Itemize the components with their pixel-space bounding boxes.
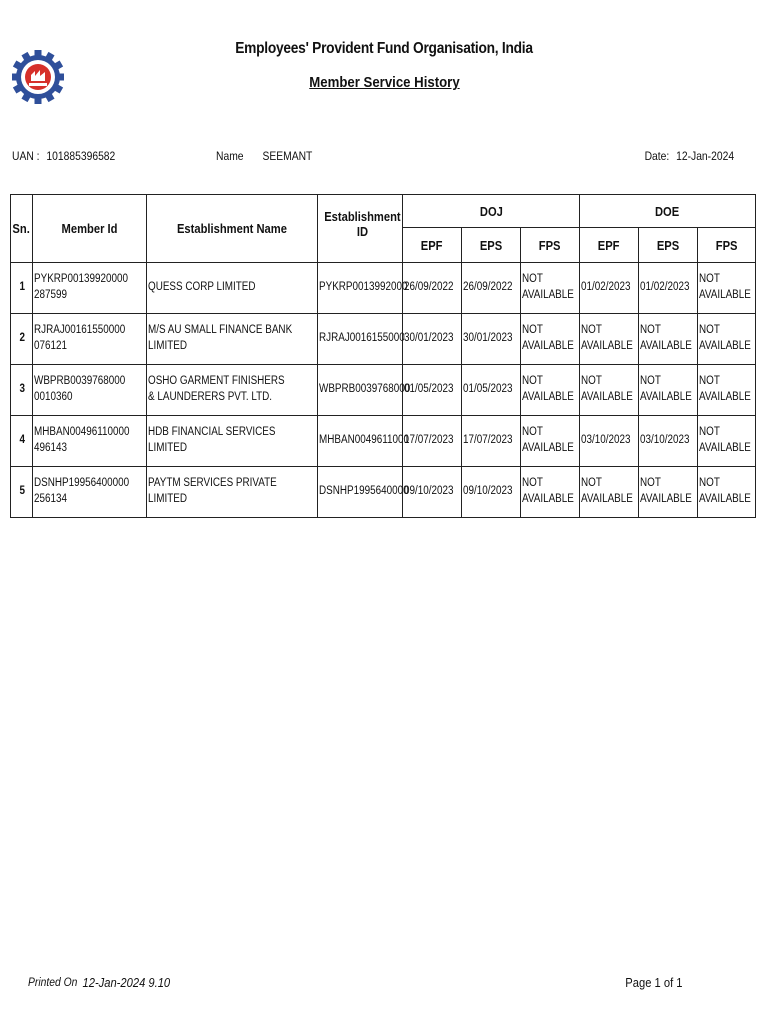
- cell-doe-fps: NOT AVAILABLE: [698, 467, 756, 518]
- cell-establishment-name: HDB FINANCIAL SERVICES LIMITED: [147, 416, 318, 467]
- cell-sn: 1: [11, 263, 33, 314]
- table-row: [11, 314, 756, 365]
- cell-doj-eps: 09/10/2023: [462, 467, 521, 518]
- cell-doj-eps: 17/07/2023: [462, 416, 521, 467]
- col-header-member-id: Member Id: [33, 195, 147, 263]
- cell-doe-eps: 01/02/2023: [639, 263, 698, 314]
- col-header-establishment-name: Establishment Name: [147, 195, 318, 263]
- cell-establishment-name: OSHO GARMENT FINISHERS & LAUNDERERS PVT. LTD.: [147, 365, 318, 416]
- cell-doj-fps: NOT AVAILABLE: [521, 263, 580, 314]
- cell-doe-fps: NOT AVAILABLE: [698, 416, 756, 467]
- cell-doj-epf: 30/01/2023: [403, 314, 462, 365]
- cell-doe-fps: NOT AVAILABLE: [698, 314, 756, 365]
- cell-establishment-id: MHBAN0049611000: [318, 416, 403, 467]
- cell-doj-epf: 17/07/2023: [403, 416, 462, 467]
- cell-doj-fps: NOT AVAILABLE: [521, 365, 580, 416]
- cell-establishment-id: WBPRB0039768000: [318, 365, 403, 416]
- col-header-doj: DOJ: [403, 195, 580, 228]
- table-row: [11, 416, 756, 467]
- col-header-establishment-id: Establishment ID: [318, 195, 403, 263]
- cell-establishment-id: DSNHP1995640000: [318, 467, 403, 518]
- date-value: 12-Jan-2024: [676, 149, 734, 163]
- cell-member-id: PYKRP00139920000287599: [33, 263, 147, 314]
- cell-doe-eps: NOT AVAILABLE: [639, 467, 698, 518]
- uan-value: 101885396582: [46, 149, 116, 163]
- col-header-doj-fps: FPS: [521, 228, 580, 263]
- cell-doe-epf: NOT AVAILABLE: [580, 365, 639, 416]
- col-header-doj-epf: EPF: [403, 228, 462, 263]
- cell-doe-eps: NOT AVAILABLE: [639, 314, 698, 365]
- cell-doj-fps: NOT AVAILABLE: [521, 314, 580, 365]
- cell-member-id: DSNHP19956400000256134: [33, 467, 147, 518]
- cell-establishment-name: M/S AU SMALL FINANCE BANK LIMITED: [147, 314, 318, 365]
- cell-doe-epf: NOT AVAILABLE: [580, 467, 639, 518]
- name-label: Name: [216, 149, 244, 163]
- col-header-doj-eps: EPS: [462, 228, 521, 263]
- printed-on: [28, 975, 170, 990]
- cell-doe-fps: NOT AVAILABLE: [698, 263, 756, 314]
- page-title: Employees' Provident Fund Organisation, India: [235, 40, 533, 57]
- cell-member-id: WBPRB00397680000010360: [33, 365, 147, 416]
- printed-label: Printed On: [28, 975, 78, 989]
- cell-doj-epf: 26/09/2022: [403, 263, 462, 314]
- cell-establishment-id: PYKRP0013992000: [318, 263, 403, 314]
- cell-doj-fps: NOT AVAILABLE: [521, 416, 580, 467]
- report-date-info: [644, 149, 734, 163]
- uan-label: UAN :: [12, 149, 40, 163]
- cell-doe-epf: 01/02/2023: [580, 263, 639, 314]
- uan-info: [12, 149, 115, 163]
- cell-doj-epf: 01/05/2023: [403, 365, 462, 416]
- page-subtitle: Member Service History: [308, 74, 460, 91]
- col-header-sn: Sn.: [11, 195, 33, 263]
- name-value: SEEMANT: [262, 149, 313, 163]
- cell-sn: 3: [11, 365, 33, 416]
- col-header-doe: DOE: [580, 195, 756, 228]
- cell-doe-eps: NOT AVAILABLE: [639, 365, 698, 416]
- col-header-doe-eps: EPS: [639, 228, 698, 263]
- cell-sn: 5: [11, 467, 33, 518]
- printed-value: 12-Jan-2024 9.10: [82, 975, 171, 990]
- col-header-doe-fps: FPS: [698, 228, 756, 263]
- cell-doj-epf: 09/10/2023: [403, 467, 462, 518]
- table-row: [11, 263, 756, 314]
- date-label: Date:: [644, 149, 670, 163]
- cell-doj-eps: 30/01/2023: [462, 314, 521, 365]
- cell-member-id: MHBAN00496110000496143: [33, 416, 147, 467]
- cell-sn: 2: [11, 314, 33, 365]
- cell-establishment-id: RJRAJ0016155000: [318, 314, 403, 365]
- cell-doe-eps: 03/10/2023: [639, 416, 698, 467]
- cell-doe-fps: NOT AVAILABLE: [698, 365, 756, 416]
- table-row: [11, 467, 756, 518]
- cell-establishment-name: QUESS CORP LIMITED: [147, 263, 318, 314]
- cell-doe-epf: 03/10/2023: [580, 416, 639, 467]
- col-header-doe-epf: EPF: [580, 228, 639, 263]
- cell-member-id: RJRAJ00161550000076121: [33, 314, 147, 365]
- cell-doj-eps: 01/05/2023: [462, 365, 521, 416]
- page-number: Page 1 of 1: [624, 975, 682, 990]
- cell-doe-epf: NOT AVAILABLE: [580, 314, 639, 365]
- cell-doj-eps: 26/09/2022: [462, 263, 521, 314]
- service-history-table: [10, 194, 756, 518]
- cell-establishment-name: PAYTM SERVICES PRIVATE LIMITED: [147, 467, 318, 518]
- cell-doj-fps: NOT AVAILABLE: [521, 467, 580, 518]
- cell-sn: 4: [11, 416, 33, 467]
- member-name-info: [216, 149, 312, 163]
- table-row: [11, 365, 756, 416]
